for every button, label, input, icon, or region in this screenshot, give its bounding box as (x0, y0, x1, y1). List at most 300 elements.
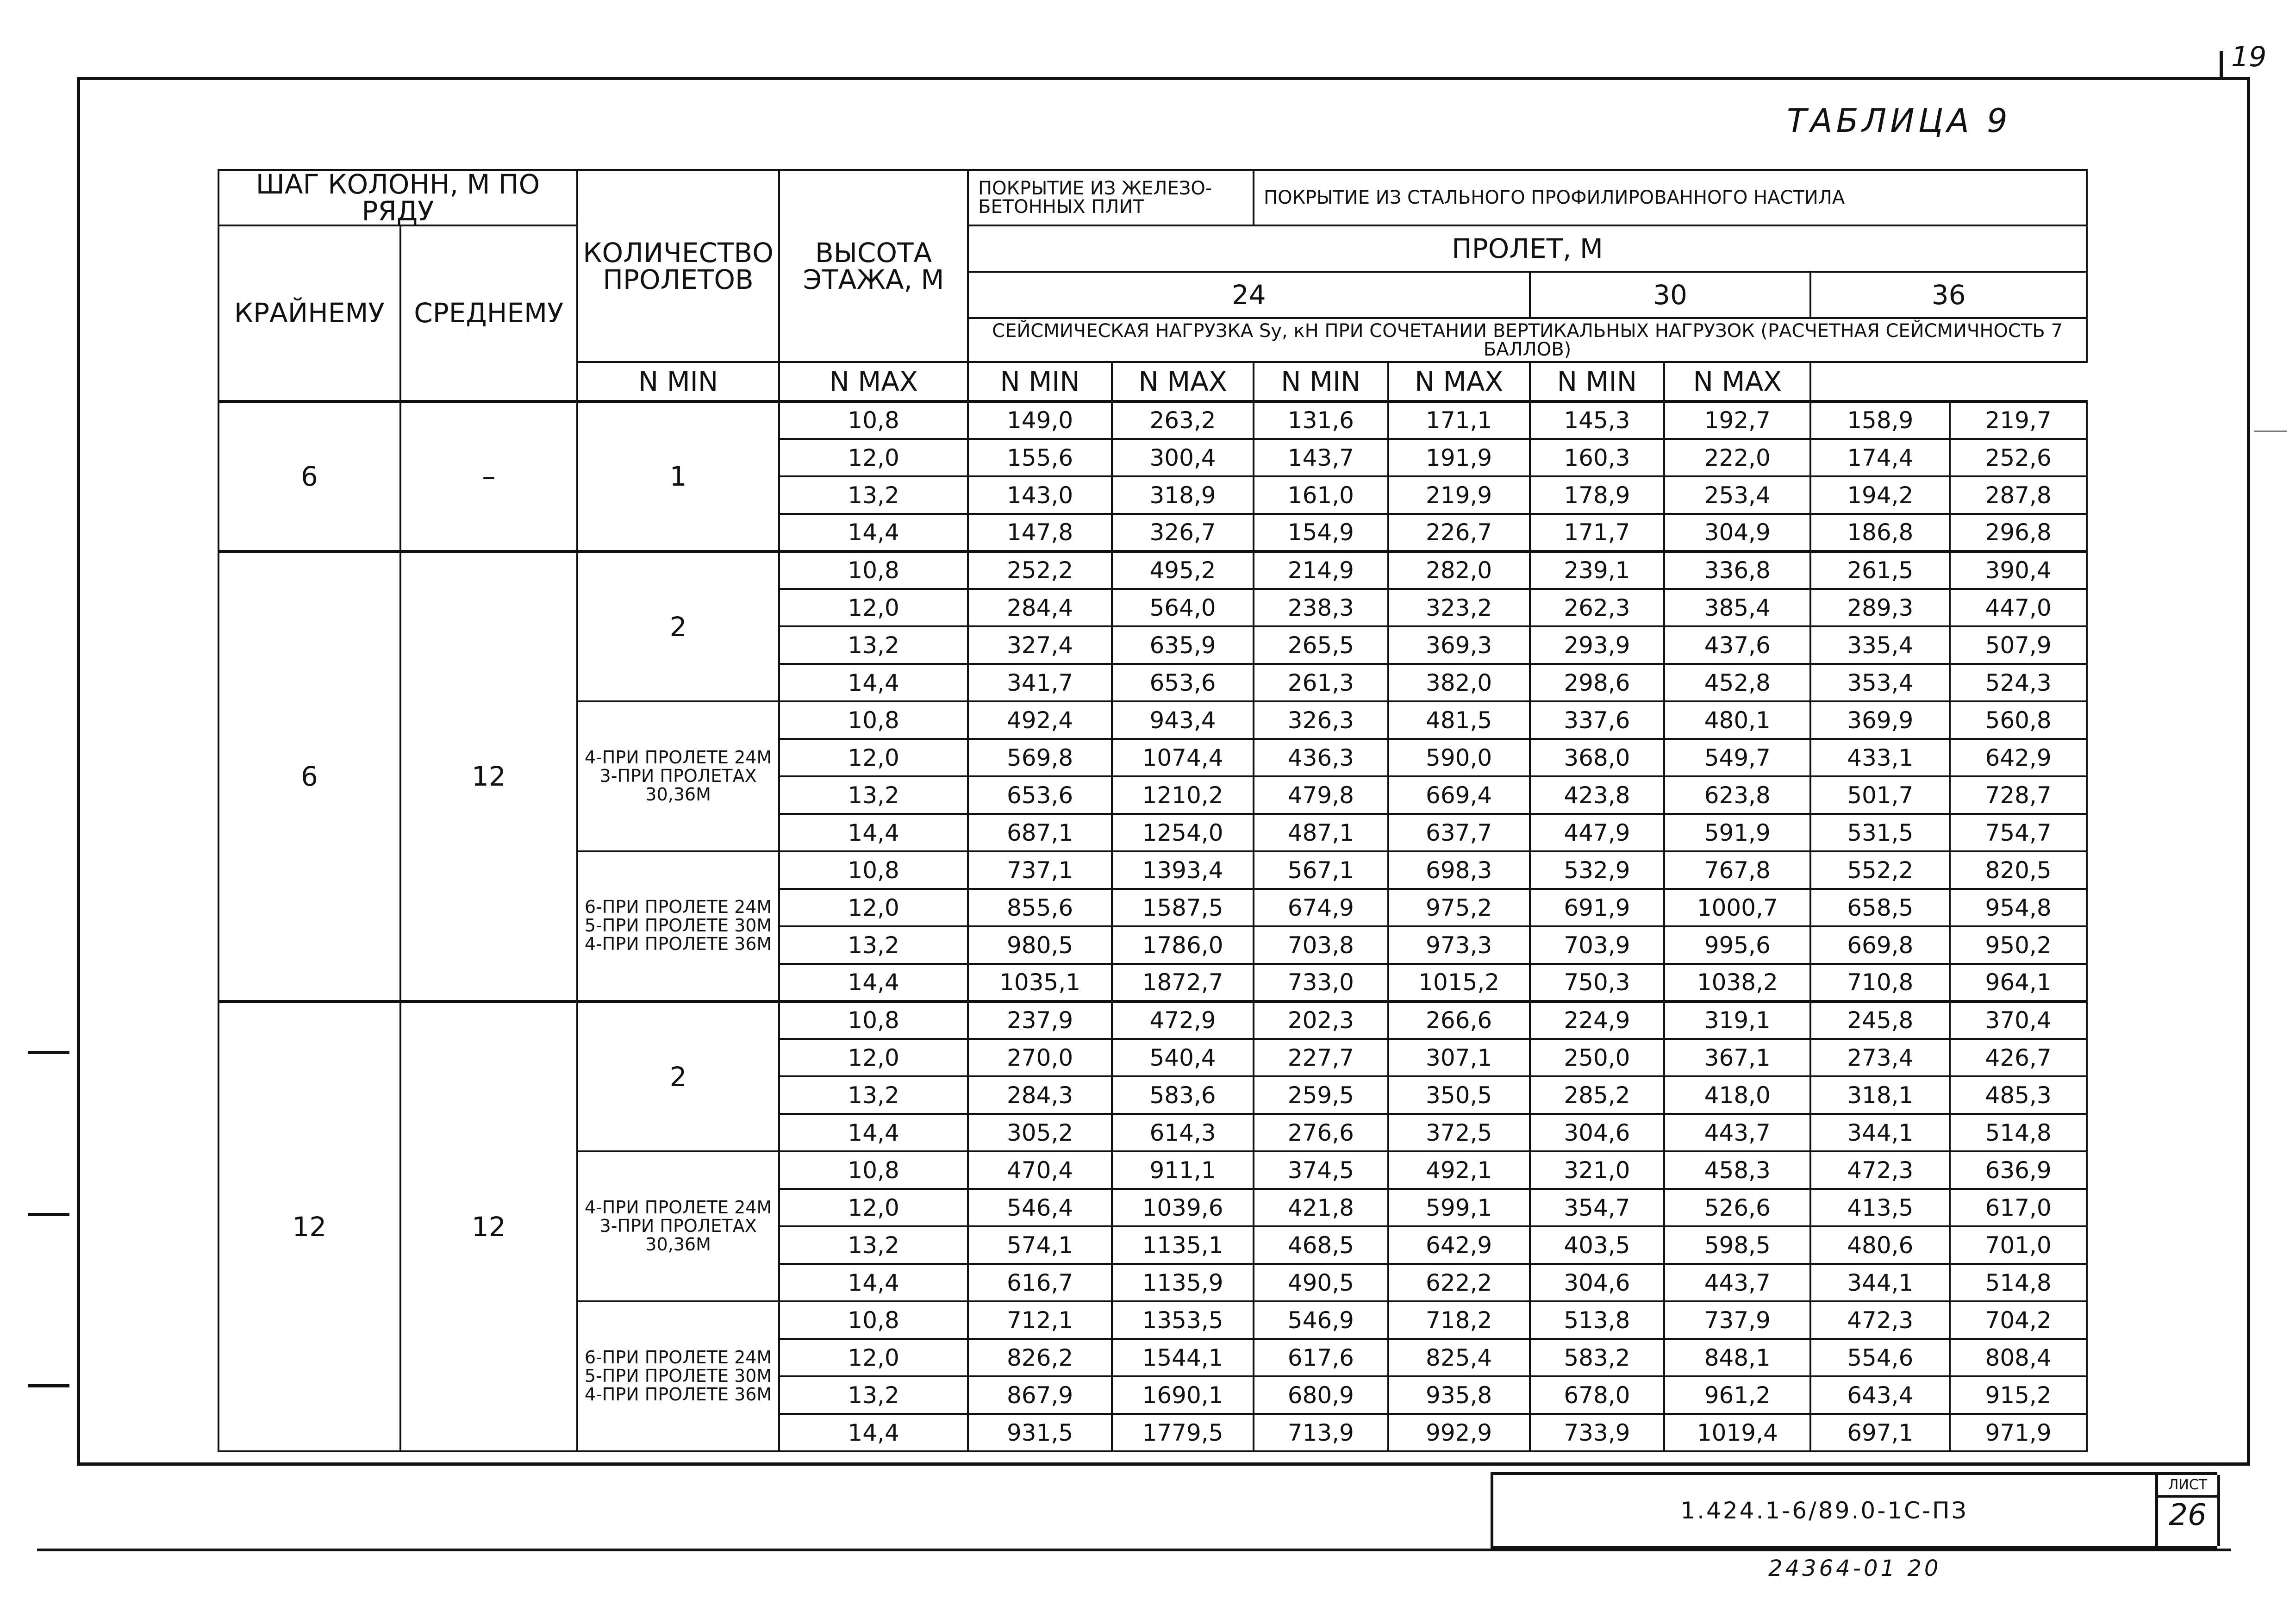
cell-load-value: 468,5 (1254, 1226, 1388, 1264)
cell-edge-step: 6 (218, 551, 400, 1001)
cell-load-value: 131,6 (1254, 401, 1388, 439)
cell-load-value: 1690,1 (1112, 1376, 1254, 1414)
cell-load-value: 697,1 (1810, 1414, 1950, 1451)
header-span-30: 30 (1530, 272, 1811, 318)
cell-load-value: 737,9 (1664, 1301, 1810, 1339)
cell-load-value: 300,4 (1112, 439, 1254, 476)
table-title: ТАБЛИЦА 9 (1787, 102, 2011, 140)
cell-load-value: 560,8 (1950, 701, 2087, 739)
cell-load-value: 637,7 (1388, 814, 1530, 851)
cell-load-value: 367,1 (1664, 1039, 1810, 1076)
cell-load-value: 350,5 (1388, 1076, 1530, 1114)
cell-load-value: 289,3 (1810, 589, 1950, 626)
cell-load-value: 245,8 (1810, 1001, 1950, 1039)
cell-load-value: 413,5 (1810, 1189, 1950, 1226)
cell-load-value: 574,1 (968, 1226, 1112, 1264)
cell-floor-height: 14,4 (779, 1114, 968, 1151)
cell-edge-step: 12 (218, 1001, 400, 1451)
cell-span-count: 4-ПРИ ПРОЛЕТЕ 24М 3-ПРИ ПРОЛЕТАХ 30,36М (577, 701, 779, 851)
cell-load-value: 623,8 (1664, 776, 1810, 814)
cell-load-value: 1779,5 (1112, 1414, 1254, 1451)
cell-load-value: 341,7 (968, 664, 1112, 701)
cell-load-value: 495,2 (1112, 551, 1254, 589)
cell-load-value: 304,9 (1664, 514, 1810, 551)
cell-load-value: 1353,5 (1112, 1301, 1254, 1339)
cell-load-value: 171,7 (1530, 514, 1665, 551)
sheet-box (2155, 1475, 2220, 1546)
cell-load-value: 598,5 (1664, 1226, 1810, 1264)
cell-load-value: 524,3 (1950, 664, 2087, 701)
cell-floor-height: 13,2 (779, 776, 968, 814)
cell-load-value: 855,6 (968, 889, 1112, 926)
cell-load-value: 192,7 (1664, 401, 1810, 439)
cell-load-value: 552,2 (1810, 851, 1950, 889)
cell-load-value: 867,9 (968, 1376, 1112, 1414)
cell-load-value: 642,9 (1388, 1226, 1530, 1264)
cell-load-value: 344,1 (1810, 1114, 1950, 1151)
cell-load-value: 263,2 (1112, 401, 1254, 439)
cell-load-value: 737,1 (968, 851, 1112, 889)
cell-load-value: 372,5 (1388, 1114, 1530, 1151)
seismic-load-table (218, 169, 2088, 1452)
cell-span-count: 4-ПРИ ПРОЛЕТЕ 24М 3-ПРИ ПРОЛЕТАХ 30,36М (577, 1151, 779, 1301)
cell-load-value: 635,9 (1112, 626, 1254, 664)
cell-load-value: 935,8 (1388, 1376, 1530, 1414)
cell-load-value: 954,8 (1950, 889, 2087, 926)
cell-load-value: 546,4 (968, 1189, 1112, 1226)
cell-load-value: 335,4 (1810, 626, 1950, 664)
table-row (218, 551, 2087, 589)
corner-divider (2220, 51, 2223, 79)
cell-load-value: 155,6 (968, 439, 1112, 476)
cell-load-value: 713,9 (1254, 1414, 1388, 1451)
cell-load-value: 485,3 (1950, 1076, 2087, 1114)
cell-floor-height: 14,4 (779, 964, 968, 1001)
cell-load-value: 437,6 (1664, 626, 1810, 664)
cell-load-value: 161,0 (1254, 476, 1388, 514)
margin-tick (2254, 431, 2287, 432)
cell-load-value: 653,6 (968, 776, 1112, 814)
cell-load-value: 540,4 (1112, 1039, 1254, 1076)
cell-load-value: 480,6 (1810, 1226, 1950, 1264)
cell-load-value: 564,0 (1112, 589, 1254, 626)
cell-floor-height: 14,4 (779, 514, 968, 551)
cell-load-value: 390,4 (1950, 551, 2087, 589)
cell-floor-height: 13,2 (779, 1076, 968, 1114)
cell-load-value: 472,9 (1112, 1001, 1254, 1039)
cell-load-value: 307,1 (1388, 1039, 1530, 1076)
cell-floor-height: 13,2 (779, 1226, 968, 1264)
cell-load-value: 443,7 (1664, 1264, 1810, 1301)
corner-page-number: 19 (2231, 41, 2267, 73)
sheet-number: 26 (2169, 1498, 2207, 1532)
table-header (218, 170, 2087, 401)
cell-load-value: 691,9 (1530, 889, 1665, 926)
cell-load-value: 219,7 (1950, 401, 2087, 439)
cell-load-value: 583,2 (1530, 1339, 1665, 1376)
cell-load-value: 712,1 (968, 1301, 1112, 1339)
cell-load-value: 285,2 (1530, 1076, 1665, 1114)
cell-load-value: 382,0 (1388, 664, 1530, 701)
cell-load-value: 214,9 (1254, 551, 1388, 589)
cell-load-value: 284,3 (968, 1076, 1112, 1114)
cell-load-value: 653,6 (1112, 664, 1254, 701)
cell-load-value: 374,5 (1254, 1151, 1388, 1189)
cell-load-value: 273,4 (1810, 1039, 1950, 1076)
cell-floor-height: 10,8 (779, 851, 968, 889)
cell-load-value: 1872,7 (1112, 964, 1254, 1001)
cell-load-value: 616,7 (968, 1264, 1112, 1301)
table-row (218, 1001, 2087, 1039)
cell-load-value: 718,2 (1388, 1301, 1530, 1339)
cell-load-value: 599,1 (1388, 1189, 1530, 1226)
cell-load-value: 293,9 (1530, 626, 1665, 664)
cell-load-value: 1039,6 (1112, 1189, 1254, 1226)
header-span-24: 24 (968, 272, 1530, 318)
cell-floor-height: 13,2 (779, 926, 968, 964)
cell-load-value: 191,9 (1388, 439, 1530, 476)
cell-load-value: 337,6 (1530, 701, 1665, 739)
cell-load-value: 487,1 (1254, 814, 1388, 851)
cell-load-value: 492,1 (1388, 1151, 1530, 1189)
cell-load-value: 481,5 (1388, 701, 1530, 739)
cell-load-value: 526,6 (1664, 1189, 1810, 1226)
cell-load-value: 1544,1 (1112, 1339, 1254, 1376)
header-nmin-3: N MIN (968, 362, 1112, 401)
cell-load-value: 825,4 (1388, 1339, 1530, 1376)
cell-load-value: 178,9 (1530, 476, 1665, 514)
cell-load-value: 808,4 (1950, 1339, 2087, 1376)
cell-load-value: 252,6 (1950, 439, 2087, 476)
cell-load-value: 171,1 (1388, 401, 1530, 439)
document-code: 1.424.1-6/89.0-1С-ПЗ (1680, 1497, 1968, 1524)
cell-load-value: 617,0 (1950, 1189, 2087, 1226)
cell-middle-step: – (400, 401, 577, 551)
cell-load-value: 472,3 (1810, 1151, 1950, 1189)
cell-load-value: 669,8 (1810, 926, 1950, 964)
cell-load-value: 658,5 (1810, 889, 1950, 926)
cell-load-value: 186,8 (1810, 514, 1950, 551)
cell-load-value: 219,9 (1388, 476, 1530, 514)
cell-load-value: 1038,2 (1664, 964, 1810, 1001)
cell-load-value: 532,9 (1530, 851, 1665, 889)
cell-load-value: 470,4 (968, 1151, 1112, 1189)
sheet-label: ЛИСТ (2158, 1475, 2217, 1498)
cell-load-value: 436,3 (1254, 739, 1388, 776)
cell-load-value: 973,3 (1388, 926, 1530, 964)
cell-load-value: 590,0 (1388, 739, 1530, 776)
cell-load-value: 980,5 (968, 926, 1112, 964)
cell-load-value: 767,8 (1664, 851, 1810, 889)
cell-floor-height: 12,0 (779, 1189, 968, 1226)
cell-load-value: 704,2 (1950, 1301, 2087, 1339)
cell-load-value: 354,7 (1530, 1189, 1665, 1226)
cell-load-value: 567,1 (1254, 851, 1388, 889)
cell-load-value: 703,8 (1254, 926, 1388, 964)
cell-load-value: 554,6 (1810, 1339, 1950, 1376)
cell-load-value: 426,7 (1950, 1039, 2087, 1076)
cell-load-value: 447,0 (1950, 589, 2087, 626)
header-nmin-7: N MIN (1530, 362, 1665, 401)
cell-load-value: 701,0 (1950, 1226, 2087, 1264)
header-nmax-2: N MAX (779, 362, 968, 401)
header-nmax-6: N MAX (1388, 362, 1530, 401)
cell-load-value: 370,4 (1950, 1001, 2087, 1039)
cell-span-count: 2 (577, 551, 779, 701)
header-nmax-4: N MAX (1112, 362, 1254, 401)
cell-load-value: 226,7 (1388, 514, 1530, 551)
cell-load-value: 911,1 (1112, 1151, 1254, 1189)
cell-load-value: 820,5 (1950, 851, 2087, 889)
cell-load-value: 931,5 (968, 1414, 1112, 1451)
table-body (218, 401, 2087, 1451)
cell-load-value: 698,3 (1388, 851, 1530, 889)
cell-floor-height: 10,8 (779, 1301, 968, 1339)
cell-load-value: 674,9 (1254, 889, 1388, 926)
cell-load-value: 728,7 (1950, 776, 2087, 814)
title-block (1491, 1472, 2217, 1549)
cell-load-value: 1000,7 (1664, 889, 1810, 926)
cell-load-value: 147,8 (968, 514, 1112, 551)
cell-load-value: 154,9 (1254, 514, 1388, 551)
cell-load-value: 368,0 (1530, 739, 1665, 776)
cell-load-value: 421,8 (1254, 1189, 1388, 1226)
cell-load-value: 490,5 (1254, 1264, 1388, 1301)
header-rc-cover: ПОКРЫТИЕ ИЗ ЖЕЛЕЗО-БЕТОННЫХ ПЛИТ (968, 170, 1254, 225)
cell-floor-height: 12,0 (779, 439, 968, 476)
cell-floor-height: 14,4 (779, 1414, 968, 1451)
cell-load-value: 149,0 (968, 401, 1112, 439)
cell-load-value: 145,3 (1530, 401, 1665, 439)
cell-load-value: 266,6 (1388, 1001, 1530, 1039)
archive-code: 24364-01 20 (1768, 1555, 1941, 1581)
cell-load-value: 433,1 (1810, 739, 1950, 776)
header-steel-cover: ПОКРЫТИЕ ИЗ СТАЛЬНОГО ПРОФИЛИРОВАННОГО НАСТИЛА (1254, 170, 2087, 225)
cell-load-value: 336,8 (1664, 551, 1810, 589)
cell-load-value: 733,9 (1530, 1414, 1665, 1451)
cell-load-value: 194,2 (1810, 476, 1950, 514)
cell-load-value: 262,3 (1530, 589, 1665, 626)
cell-span-count: 1 (577, 401, 779, 551)
header-nmin-1: N MIN (577, 362, 779, 401)
cell-load-value: 754,7 (1950, 814, 2087, 851)
cell-load-value: 669,4 (1388, 776, 1530, 814)
cell-load-value: 492,4 (968, 701, 1112, 739)
cell-load-value: 227,7 (1254, 1039, 1388, 1076)
cell-load-value: 848,1 (1664, 1339, 1810, 1376)
cell-load-value: 995,6 (1664, 926, 1810, 964)
header-edge: КРАЙНЕМУ (218, 225, 400, 401)
cell-load-value: 385,4 (1664, 589, 1810, 626)
header-nmax-8: N MAX (1664, 362, 1810, 401)
cell-load-value: 261,3 (1254, 664, 1388, 701)
cell-load-value: 418,0 (1664, 1076, 1810, 1114)
cell-load-value: 252,2 (968, 551, 1112, 589)
cell-load-value: 403,5 (1530, 1226, 1665, 1264)
cell-floor-height: 10,8 (779, 1151, 968, 1189)
cell-load-value: 298,6 (1530, 664, 1665, 701)
cell-load-value: 549,7 (1664, 739, 1810, 776)
cell-load-value: 458,3 (1664, 1151, 1810, 1189)
cell-load-value: 1015,2 (1388, 964, 1530, 1001)
cell-load-value: 321,0 (1530, 1151, 1665, 1189)
cell-load-value: 479,8 (1254, 776, 1388, 814)
cell-load-value: 238,3 (1254, 589, 1388, 626)
cell-span-count: 6-ПРИ ПРОЛЕТЕ 24М 5-ПРИ ПРОЛЕТЕ 30М 4-ПРИ ПРОЛЕТЕ 36М (577, 1301, 779, 1451)
cell-floor-height: 12,0 (779, 1339, 968, 1376)
cell-load-value: 239,1 (1530, 551, 1665, 589)
cell-floor-height: 12,0 (779, 739, 968, 776)
cell-load-value: 423,8 (1530, 776, 1665, 814)
cell-middle-step: 12 (400, 1001, 577, 1451)
cell-load-value: 174,4 (1810, 439, 1950, 476)
cell-load-value: 326,3 (1254, 701, 1388, 739)
cell-load-value: 513,8 (1530, 1301, 1665, 1339)
margin-tick (28, 1384, 69, 1387)
cell-floor-height: 14,4 (779, 1264, 968, 1301)
header-floor-height: ВЫСОТА ЭТАЖА, М (779, 170, 968, 362)
cell-load-value: 636,9 (1950, 1151, 2087, 1189)
cell-load-value: 614,3 (1112, 1114, 1254, 1151)
cell-load-value: 531,5 (1810, 814, 1950, 851)
cell-load-value: 680,9 (1254, 1376, 1388, 1414)
cell-load-value: 710,8 (1810, 964, 1950, 1001)
cell-floor-height: 10,8 (779, 551, 968, 589)
cell-load-value: 915,2 (1950, 1376, 2087, 1414)
cell-load-value: 617,6 (1254, 1339, 1388, 1376)
cell-load-value: 622,2 (1388, 1264, 1530, 1301)
cell-floor-height: 13,2 (779, 1376, 968, 1414)
cell-load-value: 750,3 (1530, 964, 1665, 1001)
cell-load-value: 237,9 (968, 1001, 1112, 1039)
cell-load-value: 583,6 (1112, 1076, 1254, 1114)
cell-load-value: 1074,4 (1112, 739, 1254, 776)
cell-load-value: 975,2 (1388, 889, 1530, 926)
cell-floor-height: 10,8 (779, 701, 968, 739)
cell-load-value: 1019,4 (1664, 1414, 1810, 1451)
table-row (218, 401, 2087, 439)
cell-load-value: 158,9 (1810, 401, 1950, 439)
cell-load-value: 369,9 (1810, 701, 1950, 739)
cell-load-value: 507,9 (1950, 626, 2087, 664)
cell-load-value: 1135,9 (1112, 1264, 1254, 1301)
cell-load-value: 591,9 (1664, 814, 1810, 851)
cell-load-value: 323,2 (1388, 589, 1530, 626)
cell-load-value: 287,8 (1950, 476, 2087, 514)
cell-load-value: 326,7 (1112, 514, 1254, 551)
cell-floor-height: 13,2 (779, 626, 968, 664)
cell-load-value: 964,1 (1950, 964, 2087, 1001)
cell-edge-step: 6 (218, 401, 400, 551)
cell-load-value: 250,0 (1530, 1039, 1665, 1076)
cell-load-value: 826,2 (968, 1339, 1112, 1376)
cell-load-value: 304,6 (1530, 1264, 1665, 1301)
cell-floor-height: 12,0 (779, 889, 968, 926)
cell-load-value: 270,0 (968, 1039, 1112, 1076)
header-column-step: ШАГ КОЛОНН, М ПО РЯДУ (218, 170, 577, 225)
cell-load-value: 472,3 (1810, 1301, 1950, 1339)
cell-floor-height: 12,0 (779, 1039, 968, 1076)
cell-load-value: 943,4 (1112, 701, 1254, 739)
cell-load-value: 296,8 (1950, 514, 2087, 551)
cell-load-value: 253,4 (1664, 476, 1810, 514)
cell-load-value: 514,8 (1950, 1264, 2087, 1301)
cell-load-value: 703,9 (1530, 926, 1665, 964)
cell-span-count: 6-ПРИ ПРОЛЕТЕ 24М 5-ПРИ ПРОЛЕТЕ 30М 4-ПРИ ПРОЛЕТЕ 36М (577, 851, 779, 1001)
cell-load-value: 143,7 (1254, 439, 1388, 476)
cell-load-value: 1786,0 (1112, 926, 1254, 964)
cell-floor-height: 13,2 (779, 476, 968, 514)
cell-floor-height: 12,0 (779, 589, 968, 626)
cell-load-value: 1587,5 (1112, 889, 1254, 926)
cell-load-value: 950,2 (1950, 926, 2087, 964)
cell-load-value: 1393,4 (1112, 851, 1254, 889)
cell-load-value: 642,9 (1950, 739, 2087, 776)
cell-load-value: 318,9 (1112, 476, 1254, 514)
cell-load-value: 327,4 (968, 626, 1112, 664)
cell-load-value: 447,9 (1530, 814, 1665, 851)
margin-tick (28, 1213, 69, 1216)
cell-load-value: 501,7 (1810, 776, 1950, 814)
cell-middle-step: 12 (400, 551, 577, 1001)
cell-floor-height: 14,4 (779, 814, 968, 851)
cell-load-value: 304,6 (1530, 1114, 1665, 1151)
cell-load-value: 319,1 (1664, 1001, 1810, 1039)
cell-load-value: 1210,2 (1112, 776, 1254, 814)
cell-load-value: 1035,1 (968, 964, 1112, 1001)
cell-floor-height: 10,8 (779, 401, 968, 439)
margin-tick (28, 1051, 69, 1054)
header-span-36: 36 (1810, 272, 2087, 318)
cell-load-value: 261,5 (1810, 551, 1950, 589)
cell-load-value: 480,1 (1664, 701, 1810, 739)
header-span: ПРОЛЕТ, М (968, 225, 2087, 272)
cell-load-value: 569,8 (968, 739, 1112, 776)
cell-load-value: 276,6 (1254, 1114, 1388, 1151)
cell-load-value: 222,0 (1664, 439, 1810, 476)
cell-load-value: 259,5 (1254, 1076, 1388, 1114)
cell-load-value: 733,0 (1254, 964, 1388, 1001)
cell-load-value: 369,3 (1388, 626, 1530, 664)
cell-load-value: 643,4 (1810, 1376, 1950, 1414)
cell-load-value: 1254,0 (1112, 814, 1254, 851)
cell-load-value: 224,9 (1530, 1001, 1665, 1039)
cell-load-value: 353,4 (1810, 664, 1950, 701)
header-middle: СРЕДНЕМУ (400, 225, 577, 401)
cell-load-value: 143,0 (968, 476, 1112, 514)
cell-load-value: 284,4 (968, 589, 1112, 626)
cell-load-value: 546,9 (1254, 1301, 1388, 1339)
bottom-rule (37, 1549, 2231, 1551)
header-span-count: КОЛИЧЕСТВО ПРОЛЕТОВ (577, 170, 779, 362)
cell-load-value: 961,2 (1664, 1376, 1810, 1414)
cell-load-value: 971,9 (1950, 1414, 2087, 1451)
cell-load-value: 318,1 (1810, 1076, 1950, 1114)
header-load-description: СЕЙСМИЧЕСКАЯ НАГРУЗКА Sy, кН ПРИ СОЧЕТАНИИ ВЕРТИКАЛЬНЫХ НАГРУЗОК (РАСЧЕТНАЯ СЕЙСМИЧНОСТЬ 7 БАЛЛОВ) (968, 318, 2087, 362)
cell-span-count: 2 (577, 1001, 779, 1151)
cell-load-value: 160,3 (1530, 439, 1665, 476)
cell-load-value: 305,2 (968, 1114, 1112, 1151)
cell-load-value: 992,9 (1388, 1414, 1530, 1451)
cell-floor-height: 14,4 (779, 664, 968, 701)
cell-load-value: 202,3 (1254, 1001, 1388, 1039)
cell-load-value: 678,0 (1530, 1376, 1665, 1414)
cell-load-value: 265,5 (1254, 626, 1388, 664)
cell-load-value: 282,0 (1388, 551, 1530, 589)
cell-floor-height: 10,8 (779, 1001, 968, 1039)
header-nmin-5: N MIN (1254, 362, 1388, 401)
cell-load-value: 344,1 (1810, 1264, 1950, 1301)
